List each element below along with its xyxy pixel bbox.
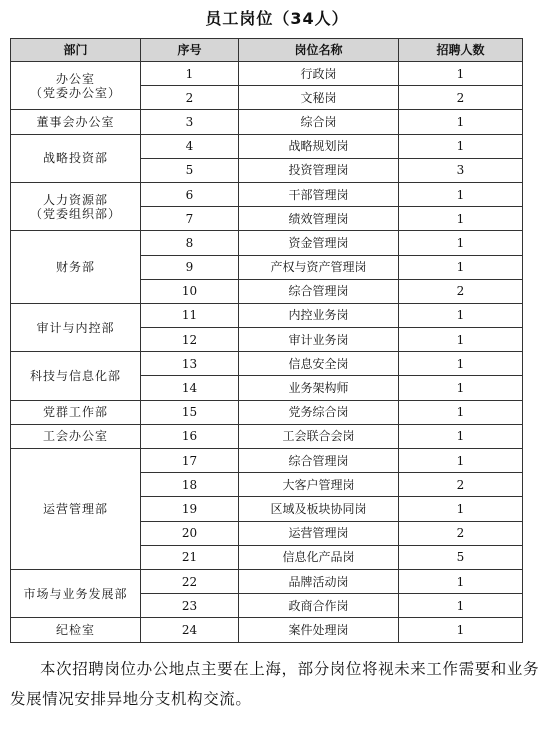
location-note: 本次招聘岗位办公地点主要在上海，部分岗位将视未来工作需要和业务发展情况安排异地分支机构交流。 [10, 660, 540, 708]
table-body [11, 62, 523, 643]
number-cell: 13 [141, 352, 239, 376]
table-row [11, 231, 523, 255]
department-cell: 运营管理部 [11, 449, 141, 570]
number-cell: 6 [141, 182, 239, 206]
header-position-name: 岗位名称 [239, 39, 399, 62]
department-cell: 党群工作部 [11, 400, 141, 424]
position-name-cell: 区域及板块协同岗 [239, 497, 399, 521]
position-name-cell: 工会联合会岗 [239, 424, 399, 448]
department-cell: 办公室 （党委办公室） [11, 62, 141, 110]
table-row [11, 400, 523, 424]
table-row [11, 352, 523, 376]
department-cell: 纪检室 [11, 618, 141, 642]
position-name-cell: 综合管理岗 [239, 449, 399, 473]
number-cell: 15 [141, 400, 239, 424]
header-number: 序号 [141, 39, 239, 62]
headcount-cell: 1 [399, 110, 523, 134]
headcount-cell: 1 [399, 231, 523, 255]
headcount-cell: 1 [399, 449, 523, 473]
number-cell: 23 [141, 594, 239, 618]
position-name-cell: 行政岗 [239, 62, 399, 86]
headcount-cell: 1 [399, 207, 523, 231]
headcount-cell: 1 [399, 376, 523, 400]
position-name-cell: 内控业务岗 [239, 303, 399, 327]
number-cell: 1 [141, 62, 239, 86]
position-name-cell: 审计业务岗 [239, 328, 399, 352]
department-cell: 财务部 [11, 231, 141, 304]
headcount-cell: 1 [399, 618, 523, 642]
number-cell: 18 [141, 473, 239, 497]
table-row [11, 424, 523, 448]
position-name-cell: 品牌活动岗 [239, 569, 399, 593]
position-name-cell: 综合岗 [239, 110, 399, 134]
headcount-cell: 1 [399, 328, 523, 352]
position-name-cell: 投资管理岗 [239, 158, 399, 182]
position-name-cell: 业务架构师 [239, 376, 399, 400]
number-cell: 19 [141, 497, 239, 521]
position-name-cell: 运营管理岗 [239, 521, 399, 545]
headcount-cell: 2 [399, 521, 523, 545]
department-cell: 战略投资部 [11, 134, 141, 182]
position-name-cell: 党务综合岗 [239, 400, 399, 424]
number-cell: 14 [141, 376, 239, 400]
position-name-cell: 案件处理岗 [239, 618, 399, 642]
headcount-cell: 1 [399, 182, 523, 206]
number-cell: 17 [141, 449, 239, 473]
number-cell: 5 [141, 158, 239, 182]
number-cell: 7 [141, 207, 239, 231]
position-name-cell: 综合管理岗 [239, 279, 399, 303]
headcount-cell: 2 [399, 473, 523, 497]
headcount-cell: 1 [399, 62, 523, 86]
position-name-cell: 干部管理岗 [239, 182, 399, 206]
table-row [11, 449, 523, 473]
table-row [11, 62, 523, 86]
number-cell: 9 [141, 255, 239, 279]
table-row [11, 618, 523, 642]
position-name-cell: 信息化产品岗 [239, 545, 399, 569]
position-name-cell: 资金管理岗 [239, 231, 399, 255]
headcount-cell: 1 [399, 569, 523, 593]
number-cell: 10 [141, 279, 239, 303]
department-cell: 市场与业务发展部 [11, 569, 141, 617]
position-name-cell: 信息安全岗 [239, 352, 399, 376]
department-cell: 工会办公室 [11, 424, 141, 448]
headcount-cell: 3 [399, 158, 523, 182]
department-cell: 董事会办公室 [11, 110, 141, 134]
table-header [11, 39, 523, 62]
headcount-cell: 1 [399, 424, 523, 448]
headcount-cell: 1 [399, 352, 523, 376]
number-cell: 20 [141, 521, 239, 545]
headcount-cell: 1 [399, 134, 523, 158]
headcount-cell: 1 [399, 594, 523, 618]
table-row [11, 182, 523, 206]
number-cell: 3 [141, 110, 239, 134]
department-cell: 审计与内控部 [11, 303, 141, 351]
position-name-cell: 政商合作岗 [239, 594, 399, 618]
headcount-cell: 2 [399, 279, 523, 303]
headcount-cell: 1 [399, 497, 523, 521]
headcount-cell: 1 [399, 400, 523, 424]
number-cell: 12 [141, 328, 239, 352]
number-cell: 22 [141, 569, 239, 593]
positions-table [10, 38, 523, 643]
table-row [11, 569, 523, 593]
position-name-cell: 大客户管理岗 [239, 473, 399, 497]
page-title: 员工岗位（34人） [205, 9, 349, 28]
number-cell: 24 [141, 618, 239, 642]
position-name-cell: 绩效管理岗 [239, 207, 399, 231]
header-headcount: 招聘人数 [399, 39, 523, 62]
headcount-cell: 2 [399, 86, 523, 110]
headcount-cell: 1 [399, 255, 523, 279]
position-name-cell: 文秘岗 [239, 86, 399, 110]
table-row [11, 134, 523, 158]
number-cell: 11 [141, 303, 239, 327]
number-cell: 4 [141, 134, 239, 158]
table-row [11, 303, 523, 327]
table-row [11, 110, 523, 134]
number-cell: 16 [141, 424, 239, 448]
number-cell: 21 [141, 545, 239, 569]
headcount-cell: 1 [399, 303, 523, 327]
department-cell: 科技与信息化部 [11, 352, 141, 400]
header-department: 部门 [11, 39, 141, 62]
department-cell: 人力资源部 （党委组织部） [11, 182, 141, 230]
number-cell: 8 [141, 231, 239, 255]
position-name-cell: 战略规划岗 [239, 134, 399, 158]
headcount-cell: 5 [399, 545, 523, 569]
position-name-cell: 产权与资产管理岗 [239, 255, 399, 279]
number-cell: 2 [141, 86, 239, 110]
